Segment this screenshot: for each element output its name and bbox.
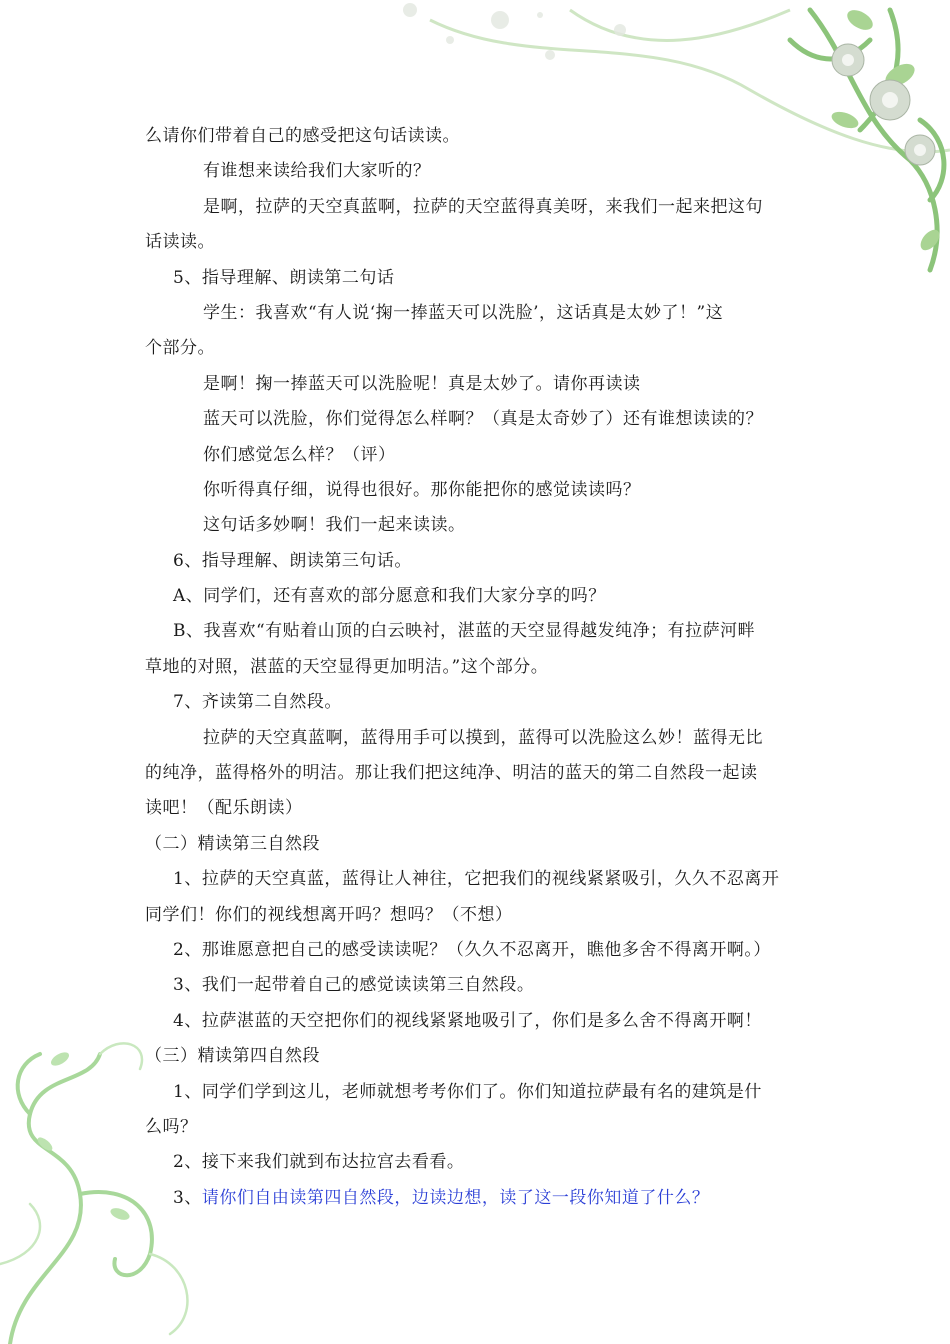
paragraph-line: 2、接下来我们就到布达拉宫去看看。 [173, 1152, 465, 1173]
paragraph-line-highlighted [145, 1181, 810, 1216]
paragraph-line: 同学们！你们的视线想离开吗？想吗？（不想） [145, 904, 513, 925]
paragraph-line: 的纯净，蓝得格外的明洁。那让我们把这纯净、明洁的蓝天的第二自然段一起读 [145, 763, 758, 784]
document-body [145, 119, 810, 1216]
paragraph-line: 么吗？ [145, 1116, 198, 1137]
paragraph-line: 蓝天可以洗脸，你们觉得怎么样啊？（真是太奇妙了）还有谁想读读的？ [203, 409, 763, 430]
paragraph-line: 草地的对照，湛蓝的天空显得更加明洁。”这个部分。 [145, 656, 549, 677]
paragraph-line: 4、拉萨湛蓝的天空把你们的视线紧紧地吸引了，你们是多么舍不得离开啊！ [173, 1010, 762, 1031]
paragraph-line: 7、齐读第二自然段。 [173, 692, 342, 713]
paragraph-line: 你听得真仔细，说得也很好。那你能把你的感觉读读吗？ [203, 479, 641, 500]
paragraph-line: 是啊！掬一捧蓝天可以洗脸呢！真是太妙了。请你再读读 [203, 373, 641, 394]
paragraph-line: B、我喜欢“有贴着山顶的白云映衬，湛蓝的天空显得越发纯净；有拉萨河畔 [173, 621, 756, 642]
paragraph-line: A、同学们，还有喜欢的部分愿意和我们大家分享的吗？ [173, 586, 606, 607]
paragraph-line: 6、指导理解、朗读第三句话。 [173, 550, 412, 571]
paragraph-line: 读吧！（配乐朗读） [145, 798, 303, 819]
paragraph-line: 3、我们一起带着自己的感觉读读第三自然段。 [173, 975, 535, 996]
paragraph-line: 么请你们带着自己的感受把这句话读读。 [145, 126, 460, 146]
paragraph-line: （三）精读第四自然段 [145, 1046, 320, 1067]
paragraph-line: 学生：我喜欢“有人说‘掬一捧蓝天可以洗脸’，这话真是太妙了！”这 [203, 302, 724, 323]
paragraph-line: 这句话多妙啊！我们一起来读读。 [203, 515, 466, 536]
paragraph-line: 有谁想来读给我们大家听的？ [203, 161, 431, 182]
highlighted-text: 请你们自由读第四自然段，边读边想，读了这一段你知道了什么？ [201, 1187, 710, 1208]
paragraph-line: 是啊，拉萨的天空真蓝啊，拉萨的天空蓝得真美呀，来我们一起来把这句 [203, 196, 763, 217]
paragraph-line: 话读读。 [145, 232, 215, 253]
paragraph-line: 1、拉萨的天空真蓝，蓝得让人神往，它把我们的视线紧紧吸引，久久不忍离开 [173, 869, 780, 890]
paragraph-line: 5、指导理解、朗读第二句话 [173, 267, 395, 288]
paragraph-line: 1、同学们学到这儿，老师就想考考你们了。你们知道拉萨最有名的建筑是什 [173, 1081, 762, 1102]
paragraph-line: 拉萨的天空真蓝啊，蓝得用手可以摸到，蓝得可以洗脸这么妙！蓝得无比 [203, 727, 763, 748]
paragraph-line: 你们感觉怎么样？（评） [203, 444, 396, 465]
paragraph-line: （二）精读第三自然段 [145, 833, 320, 854]
list-label: 3、 [173, 1187, 202, 1208]
paragraph-line: 个部分。 [145, 338, 215, 359]
paragraph-line: 2、那谁愿意把自己的感受读读呢？（久久不忍离开，瞧他多舍不得离开啊。） [173, 939, 771, 960]
